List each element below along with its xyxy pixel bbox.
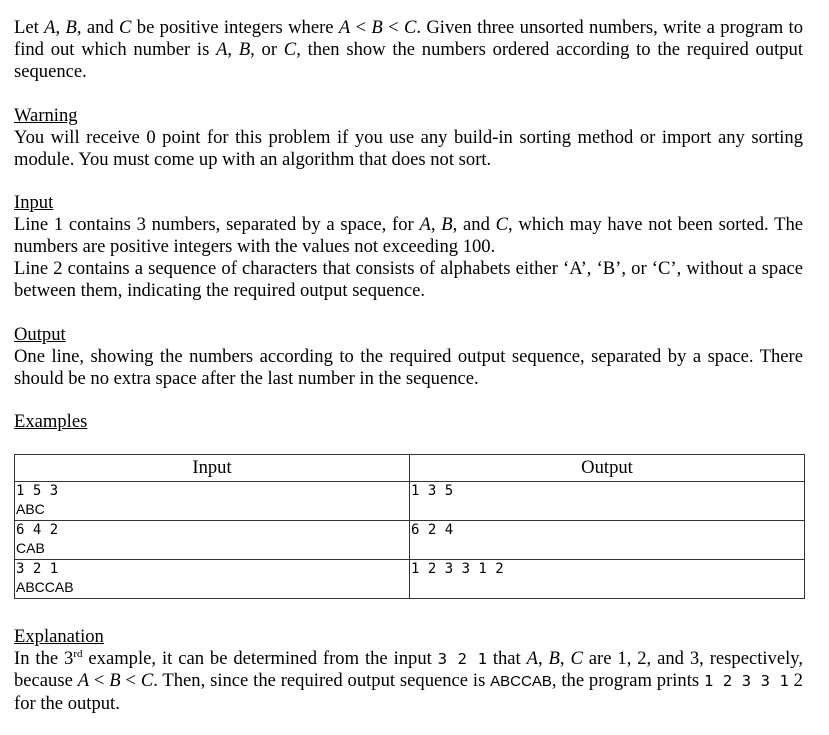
input-heading: Input — [14, 192, 54, 213]
var-b: B — [65, 17, 77, 38]
code-output: 1 2 3 3 1 — [704, 672, 789, 690]
warning-heading: Warning — [14, 105, 78, 126]
table-row — [15, 521, 805, 560]
input-text: Line 1 contains 3 numbers, separated by a space, for — [14, 214, 420, 235]
output-cell — [410, 560, 805, 599]
var-a: A — [44, 17, 56, 38]
output-numbers: 6 2 4 — [411, 522, 454, 538]
examples-heading: Examples — [14, 411, 88, 432]
warning-text: You will receive 0 point for this problem if you use any build-in sorting method or import any sorting module. You must come up with an algorithm that does not sort. — [14, 127, 803, 170]
var-a: A — [77, 670, 90, 691]
var-a: A — [338, 17, 351, 38]
output-cell — [410, 521, 805, 560]
intro-text: < — [382, 17, 404, 38]
input-sequence: ABC — [16, 501, 45, 517]
intro-text: , — [55, 17, 66, 38]
input-line1 — [14, 214, 803, 258]
table-row — [15, 560, 805, 599]
intro-text: , or — [250, 39, 284, 60]
column-header-output: Output — [410, 455, 805, 482]
intro-text: Let — [14, 17, 45, 38]
code-sequence: ABCCAB — [490, 673, 552, 690]
input-sequence: ABCCAB — [16, 579, 74, 595]
var-b: B — [109, 670, 121, 691]
input-sequence: CAB — [16, 540, 45, 556]
explanation-fragment: example, it can be determined from the input — [82, 648, 438, 669]
var-a: A — [419, 214, 431, 235]
var-b: B — [548, 648, 560, 669]
intro-text: < — [350, 17, 372, 38]
var-c: C — [403, 17, 417, 38]
intro-text: , and — [76, 17, 120, 38]
explanation-fragment: < — [120, 670, 141, 691]
var-c: C — [495, 214, 509, 235]
intro-text: , — [227, 39, 239, 60]
code-input: 3 2 1 — [437, 650, 487, 668]
explanation-fragment: , — [559, 648, 571, 669]
table-row — [15, 482, 805, 521]
input-cell — [15, 521, 410, 560]
intro-paragraph — [14, 17, 803, 83]
intro-text: . Given three unsorted numbers, write a program to find out which number is — [14, 17, 803, 60]
input-cell — [15, 560, 410, 599]
var-b: B — [441, 214, 453, 235]
var-c: C — [570, 648, 583, 669]
output-heading: Output — [14, 324, 66, 345]
input-numbers: 3 2 1 — [16, 561, 59, 577]
var-c: C — [283, 39, 297, 60]
var-a: A — [216, 39, 228, 60]
explanation-fragment: are 1, 2, and 3, respectively, because — [14, 648, 803, 691]
var-a: A — [526, 648, 538, 669]
input-numbers: 6 4 2 — [16, 522, 59, 538]
examples-table — [14, 454, 805, 599]
explanation-fragment: 2 for the output. — [14, 670, 803, 714]
intro-text: be positive integers where — [131, 17, 339, 38]
input-text: , — [430, 214, 442, 235]
output-numbers: 1 2 3 3 1 2 — [411, 561, 504, 577]
var-b: B — [238, 39, 251, 60]
var-c: C — [140, 670, 154, 691]
input-line2: Line 2 contains a sequence of characters that consists of alphabets either ‘A’, ‘B’, or ‘C’, without a space between them, indicating the required output sequence. — [14, 258, 803, 301]
intro-text: , then show the numbers ordered according to the required output sequence. — [14, 39, 804, 82]
input-numbers: 1 5 3 — [16, 483, 59, 499]
input-text: , which may have not been sorted. The numbers are positive integers with the values not exceeding 100. — [14, 214, 804, 257]
column-header-input: Input — [15, 455, 410, 482]
var-b: B — [371, 17, 383, 38]
output-cell — [410, 482, 805, 521]
explanation-fragment: that — [486, 648, 527, 669]
explanation-fragment: , — [537, 648, 549, 669]
explanation-fragment: In the 3 — [14, 648, 74, 669]
output-numbers: 1 3 5 — [411, 483, 454, 499]
table-header-row — [15, 455, 805, 482]
explanation-fragment: . Then, since the required output sequence is — [153, 670, 491, 691]
explanation-heading: Explanation — [14, 626, 104, 647]
output-text: One line, showing the numbers according to the required output sequence, separated by a space. There should be no extra space after the last number in the sequence. — [14, 346, 803, 389]
explanation-fragment: < — [89, 670, 110, 691]
explanation-text — [14, 648, 803, 715]
input-cell — [15, 482, 410, 521]
ordinal-suffix: rd — [73, 647, 83, 660]
var-c: C — [119, 17, 132, 38]
explanation-fragment: , the program prints — [551, 670, 704, 691]
input-text: , and — [452, 214, 496, 235]
